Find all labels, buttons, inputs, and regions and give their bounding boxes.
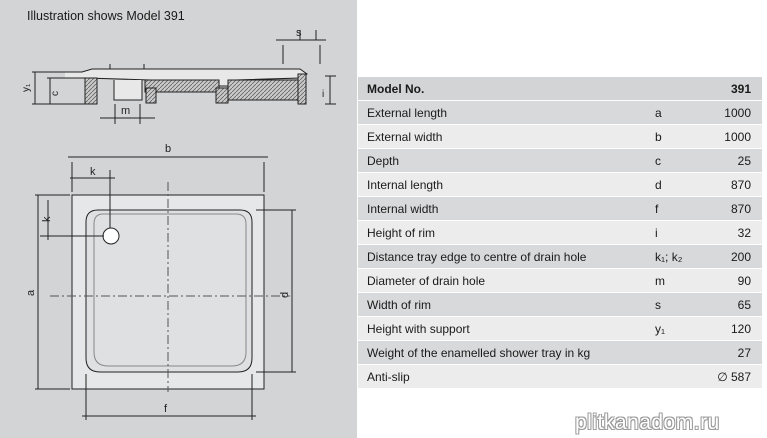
- table-header-row: [358, 77, 762, 101]
- row-value: ∅ 587: [695, 365, 762, 389]
- dim-label-y1: y₁: [21, 83, 32, 92]
- row-label: Weight of the enamelled shower tray in kg: [358, 341, 645, 365]
- row-label: Height of rim: [358, 221, 645, 245]
- specifications-table: [358, 77, 762, 389]
- row-value: 25: [695, 149, 762, 173]
- header-model-number: 391: [695, 77, 762, 101]
- table-row: [358, 197, 762, 221]
- row-value: 200: [695, 245, 762, 269]
- row-label: Anti-slip: [358, 365, 645, 389]
- row-symbol: f: [645, 197, 695, 221]
- table-row: [358, 221, 762, 245]
- illustration-caption: Illustration shows Model 391: [27, 9, 185, 23]
- table-row: [358, 269, 762, 293]
- dim-label-s: s: [296, 27, 302, 39]
- dim-label-i: i: [322, 89, 325, 100]
- table-row: [358, 245, 762, 269]
- row-value: 32: [695, 221, 762, 245]
- technical-drawing: [0, 0, 357, 438]
- table-row: [358, 317, 762, 341]
- row-label: Internal length: [358, 173, 645, 197]
- row-value: 90: [695, 269, 762, 293]
- row-label: Height with support: [358, 317, 645, 341]
- row-symbol: c: [645, 149, 695, 173]
- row-label: Depth: [358, 149, 645, 173]
- row-value: 1000: [695, 125, 762, 149]
- row-symbol: y₁: [645, 317, 695, 341]
- header-label: Model No.: [358, 77, 645, 101]
- row-symbol: [645, 365, 695, 389]
- row-symbol: [645, 341, 695, 365]
- dim-label-k-side: k: [41, 216, 53, 222]
- row-label: External length: [358, 101, 645, 125]
- table-row: [358, 149, 762, 173]
- row-symbol: k₁; k₂: [645, 245, 695, 269]
- row-symbol: a: [645, 101, 695, 125]
- dim-label-m: m: [121, 105, 131, 117]
- row-symbol: s: [645, 293, 695, 317]
- row-value: 870: [695, 197, 762, 221]
- watermark: plitkanadom.ru: [575, 411, 720, 434]
- dim-label-a: a: [25, 289, 37, 296]
- dim-label-c: c: [50, 91, 61, 96]
- row-symbol: d: [645, 173, 695, 197]
- row-symbol: m: [645, 269, 695, 293]
- dim-label-d: d: [279, 291, 291, 298]
- row-label: Distance tray edge to centre of drain hole: [358, 245, 645, 269]
- row-symbol: b: [645, 125, 695, 149]
- row-value: 65: [695, 293, 762, 317]
- table-row: [358, 125, 762, 149]
- dim-label-f: f: [164, 403, 168, 415]
- row-value: 27: [695, 341, 762, 365]
- dim-label-b: b: [165, 143, 172, 155]
- row-value: 870: [695, 173, 762, 197]
- row-value: 120: [695, 317, 762, 341]
- table-row: [358, 365, 762, 389]
- row-label: Diameter of drain hole: [358, 269, 645, 293]
- table-row: [358, 293, 762, 317]
- table-row: [358, 341, 762, 365]
- row-label: Internal width: [358, 197, 645, 221]
- row-label: External width: [358, 125, 645, 149]
- plan-view: [35, 157, 296, 420]
- table-row: [358, 173, 762, 197]
- cross-section-view: [32, 30, 336, 124]
- row-value: 1000: [695, 101, 762, 125]
- row-label: Width of rim: [358, 293, 645, 317]
- dim-label-k-top: k: [90, 166, 96, 178]
- table-row: [358, 101, 762, 125]
- row-symbol: i: [645, 221, 695, 245]
